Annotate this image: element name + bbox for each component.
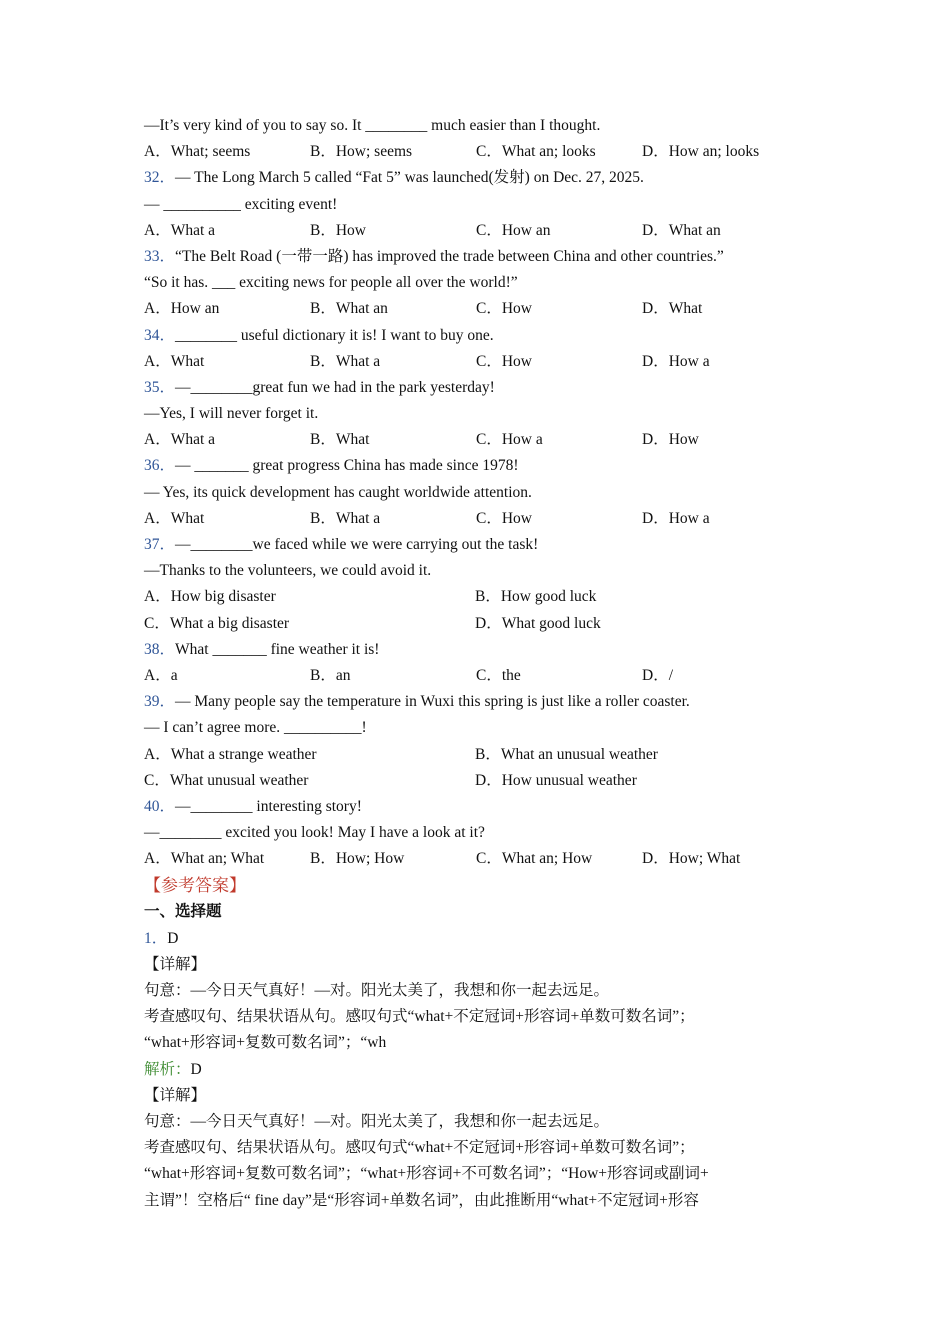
option-d: D．What xyxy=(642,300,703,318)
detail-text: 主谓”！空格后“ fine day”是“形容词+单数名词”，由此推断用“what+不定冠词+形容 xyxy=(144,1191,699,1209)
options-row xyxy=(144,427,824,453)
analysis-label: 解析： xyxy=(144,1060,191,1078)
option-c: C．How xyxy=(476,352,532,370)
question-32 xyxy=(144,165,824,191)
dialogue-line: —It’s very kind of you to say so. It ________ much easier than I thought. xyxy=(144,117,601,134)
analysis-line xyxy=(144,1057,824,1083)
question-text: “The Belt Road (一带一路) has improved the trade between China and other countries.” xyxy=(175,247,724,265)
option-a: A．What xyxy=(144,509,205,527)
option-a: A．What a xyxy=(144,221,216,239)
option-b: B．What a xyxy=(310,509,381,527)
option-d: D．How a xyxy=(642,352,710,370)
dialogue-line: “So it has. ___ exciting news for people all over the world!” xyxy=(144,274,518,292)
question-36 xyxy=(144,453,824,479)
options-row xyxy=(144,139,824,165)
question-text: —________we faced while we were carrying out the task! xyxy=(175,536,539,553)
question-39 xyxy=(144,689,824,715)
question-37 xyxy=(144,532,824,558)
dialogue-line: —________ excited you look! May I have a look at it? xyxy=(144,824,485,842)
options-row xyxy=(144,663,824,689)
dialogue-line: — __________ exciting event! xyxy=(144,195,338,213)
option-b: B．What an xyxy=(310,300,388,318)
question-text: —________great fun we had in the park yesterday! xyxy=(175,378,495,396)
options-row xyxy=(144,611,824,637)
options-row xyxy=(144,218,824,244)
dialogue-line: — Yes, its quick development has caught worldwide attention. xyxy=(144,483,532,501)
question-number: 40． xyxy=(144,797,176,815)
question-number: 33． xyxy=(144,247,176,265)
question-number: 36． xyxy=(144,457,176,475)
option-c: C．How a xyxy=(476,431,543,449)
question-33 xyxy=(144,244,824,270)
option-d: D．How an; looks xyxy=(642,143,760,161)
option-c: C．How xyxy=(476,300,532,318)
detail-text: 考查感叹句、结果状语从句。感叹句式“what+不定冠词+形容词+单数可数名词”； xyxy=(144,1008,695,1026)
answer-key-heading: 【参考答案】 xyxy=(144,876,246,896)
question-text: ________ useful dictionary it is! I want to buy one. xyxy=(175,326,494,344)
options-row xyxy=(144,349,824,375)
answer-number: 1． xyxy=(144,929,168,947)
dialogue-line: —Yes, I will never forget it. xyxy=(144,405,319,423)
question-34 xyxy=(144,323,824,349)
document-page xyxy=(144,113,824,1214)
question-number: 39． xyxy=(144,693,176,711)
dialogue-line: —Thanks to the volunteers, we could avoid it. xyxy=(144,562,432,580)
option-b: B．What xyxy=(310,431,370,449)
question-number: 38． xyxy=(144,640,176,658)
options-row xyxy=(144,846,824,872)
options-row xyxy=(144,584,824,610)
option-a: A．a xyxy=(144,666,178,684)
option-b: B．How; How xyxy=(310,850,405,868)
option-a: A．How big disaster xyxy=(144,588,276,606)
option-c: C．What an; How xyxy=(476,850,593,868)
analysis-answer: D xyxy=(190,1060,202,1078)
options-row xyxy=(144,742,824,768)
question-40 xyxy=(144,794,824,820)
question-text: — _______ great progress China has made since 1978! xyxy=(175,457,519,475)
detail-text: 句意：—今日天气真好！—对。阳光太美了，我想和你一起去远足。 xyxy=(144,982,610,999)
option-d: D．How; What xyxy=(642,850,741,868)
option-d: D．How unusual weather xyxy=(475,771,637,789)
option-b: B．What a xyxy=(310,352,381,370)
option-a: A．What an; What xyxy=(144,850,265,868)
question-number: 37． xyxy=(144,536,176,553)
option-c: C．How xyxy=(476,509,532,527)
question-number: 35． xyxy=(144,378,176,396)
option-a: A．What a xyxy=(144,431,216,449)
question-35 xyxy=(144,375,824,401)
section-title: 一、选择题 xyxy=(144,903,222,921)
question-text: — The Long March 5 called “Fat 5” was launched(发射) on Dec. 27, 2025. xyxy=(175,169,644,187)
option-d: D．/ xyxy=(642,666,674,684)
option-b: B．What an unusual weather xyxy=(475,745,658,763)
option-c: C．What unusual weather xyxy=(144,771,309,789)
detail-text: “what+形容词+复数可数名词”；“what+形容词+不可数名词”；“How+形容词或副词+ xyxy=(144,1165,709,1183)
option-a: A．What; seems xyxy=(144,143,251,161)
options-row xyxy=(144,768,824,794)
option-c: C．What an; looks xyxy=(476,143,596,161)
option-a: A．How an xyxy=(144,300,220,318)
question-number: 34． xyxy=(144,326,176,344)
detail-text: 考查感叹句、结果状语从句。感叹句式“what+不定冠词+形容词+单数可数名词”； xyxy=(144,1139,695,1157)
option-a: A．What a strange weather xyxy=(144,745,317,763)
option-b: B．an xyxy=(310,666,351,684)
question-number: 32． xyxy=(144,169,176,187)
dialogue-line: — I can’t agree more. __________! xyxy=(144,719,367,737)
option-b: B．How; seems xyxy=(310,143,413,161)
question-text: —________ interesting story! xyxy=(175,797,362,815)
detail-text: “what+形容词+复数可数名词”；“wh xyxy=(144,1034,387,1052)
answer-1 xyxy=(144,926,824,952)
option-c: C．What a big disaster xyxy=(144,614,290,632)
detail-label: 【详解】 xyxy=(144,955,207,973)
option-b: B．How good luck xyxy=(475,588,597,606)
detail-text: 句意：—今日天气真好！—对。阳光太美了，我想和你一起去远足。 xyxy=(144,1112,610,1130)
option-a: A．What xyxy=(144,352,205,370)
question-text: What _______ fine weather it is! xyxy=(175,640,380,658)
options-row xyxy=(144,296,824,322)
option-c: C．How an xyxy=(476,221,551,239)
option-c: C．the xyxy=(476,666,521,684)
question-text: — Many people say the temperature in Wuxi this spring is just like a roller coaster. xyxy=(175,693,690,711)
option-b: B．How xyxy=(310,221,366,239)
option-d: D．What good luck xyxy=(475,614,601,632)
option-d: D．What an xyxy=(642,221,721,239)
question-38 xyxy=(144,637,824,663)
option-d: D．How xyxy=(642,431,699,449)
answer-value: D xyxy=(167,929,179,947)
options-row xyxy=(144,506,824,532)
detail-label: 【详解】 xyxy=(144,1086,207,1104)
option-d: D．How a xyxy=(642,509,710,527)
